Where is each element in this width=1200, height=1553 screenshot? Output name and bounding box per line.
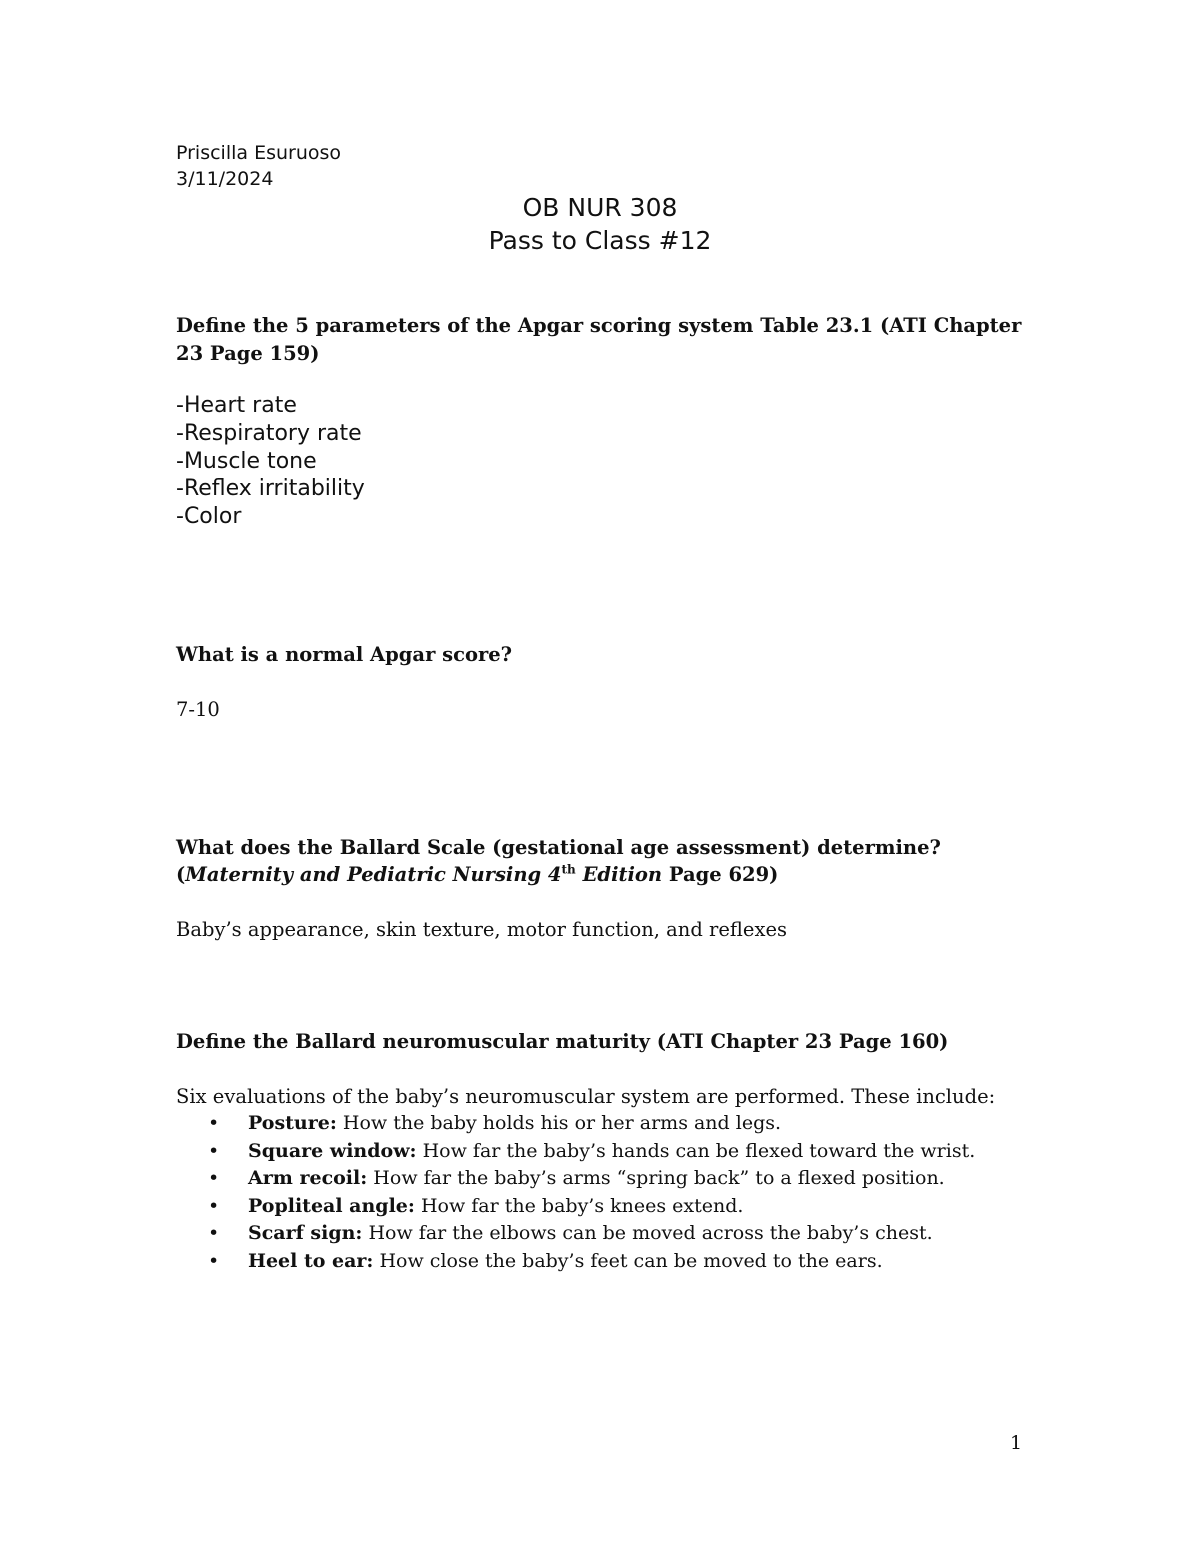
book-edition: Edition [575, 863, 663, 886]
bullet-icon: • [208, 1112, 220, 1134]
apgar-item-heart-rate: -Heart rate [176, 393, 297, 418]
bullet-desc: How far the baby’s knees extend. [414, 1195, 744, 1217]
bullet-term: Popliteal angle: [248, 1195, 415, 1217]
bullet-term: Square window: [248, 1140, 417, 1162]
bullet-desc: How the baby holds his or her arms and legs. [336, 1112, 782, 1134]
bullet-icon: • [208, 1250, 220, 1272]
question-ballard-scale-line2 [176, 863, 778, 886]
bullet-icon: • [208, 1140, 220, 1162]
apgar-item-color: -Color [176, 504, 242, 529]
author-name: Priscilla Esuruoso [176, 142, 342, 164]
answer-normal-apgar: 7-10 [176, 698, 220, 721]
question-ballard-scale-line1: What does the Ballard Scale (gestational age assessment) determine? [176, 836, 941, 859]
apgar-item-respiratory-rate: -Respiratory rate [176, 421, 362, 446]
neuromuscular-intro: Six evaluations of the baby’s neuromuscular system are performed. These include: [176, 1085, 996, 1108]
paren-open: ( [176, 863, 186, 886]
page-number: 1 [1010, 1432, 1023, 1454]
assignment-title: Pass to Class #12 [488, 226, 712, 255]
bullet-desc: How far the elbows can be moved across the baby’s chest. [362, 1222, 933, 1244]
book-page-ref: Page 629) [662, 863, 779, 886]
question-normal-apgar: What is a normal Apgar score? [176, 643, 513, 666]
bullet-icon: • [208, 1167, 220, 1189]
bullet-term: Posture: [248, 1112, 337, 1134]
bullet-term: Arm recoil: [248, 1167, 368, 1189]
bullet-desc: How far the baby’s hands can be flexed toward the wrist. [416, 1140, 976, 1162]
bullet-desc: How far the baby’s arms “spring back” to a flexed position. [367, 1167, 945, 1189]
question-apgar-parameters-line1: Define the 5 parameters of the Apgar scoring system Table 23.1 (ATI Chapter [176, 314, 1022, 337]
bullet-icon: • [208, 1195, 220, 1217]
course-title: OB NUR 308 [522, 193, 678, 222]
bullet-term: Heel to ear: [248, 1250, 374, 1272]
book-title: Maternity and Pediatric Nursing 4 [185, 863, 562, 886]
apgar-item-reflex-irritability: -Reflex irritability [176, 476, 365, 501]
document-date: 3/11/2024 [176, 168, 274, 190]
question-ballard-neuromuscular: Define the Ballard neuromuscular maturity (ATI Chapter 23 Page 160) [176, 1030, 949, 1053]
question-apgar-parameters-line2: 23 Page 159) [176, 342, 320, 365]
apgar-item-muscle-tone: -Muscle tone [176, 449, 317, 474]
answer-ballard-scale: Baby’s appearance, skin texture, motor function, and reflexes [176, 918, 787, 941]
bullet-term: Scarf sign: [248, 1222, 363, 1244]
book-edition-suffix: th [561, 862, 576, 877]
bullet-desc: How close the baby’s feet can be moved to the ears. [373, 1250, 883, 1272]
bullet-icon: • [208, 1222, 220, 1244]
